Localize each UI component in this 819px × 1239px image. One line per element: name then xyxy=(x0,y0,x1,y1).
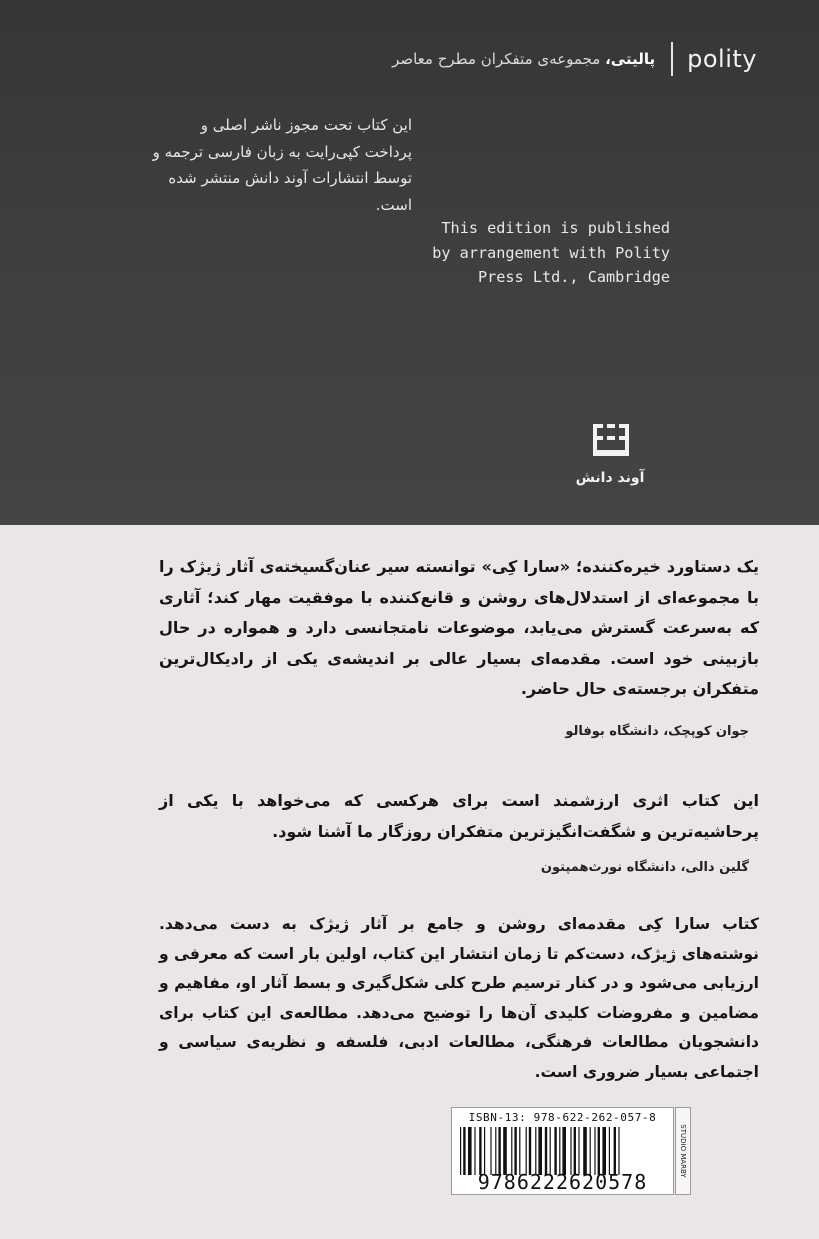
barcode-bar xyxy=(554,1127,556,1175)
quote-1-attribution: جوان کوپچک، دانشگاه بوفالو xyxy=(565,724,749,739)
barcode-bar xyxy=(529,1127,531,1175)
barcode-bar xyxy=(519,1127,520,1175)
quote-2: این کتاب اثری ارزشمند است برای هرکسی که می‌خواهد با یکی از پرحاشیه‌ترین و شگفت‌انگیزترین متفکران روزگار ما آشنا شود. xyxy=(159,791,759,841)
quote-2-attribution: گلین دالی، دانشگاه نورث‌همپتون xyxy=(540,860,749,875)
series-title xyxy=(392,50,655,68)
header-divider xyxy=(671,42,673,76)
barcode-bar xyxy=(514,1127,516,1175)
series-tagline: مجموعه‌ی متفکران مطرح معاصر xyxy=(392,50,601,68)
barcode-bar xyxy=(602,1127,606,1175)
english-notice-line: by arrangement with Polity xyxy=(432,243,670,262)
english-notice-line: Press Ltd., Cambridge xyxy=(477,268,670,287)
barcode-bar xyxy=(490,1127,491,1175)
barcode-bar xyxy=(559,1127,560,1175)
barcode-bar xyxy=(479,1127,481,1175)
barcode-bar xyxy=(498,1127,500,1175)
barcode-digits: 9786222620578 xyxy=(477,1170,648,1194)
english-rights-notice xyxy=(405,216,670,290)
barcode-bar xyxy=(463,1127,465,1175)
barcode-bar xyxy=(594,1127,595,1175)
polity-brand: polity xyxy=(687,45,757,73)
barcode-bar xyxy=(468,1127,472,1175)
barcode-bar xyxy=(614,1127,616,1175)
publisher-name: آوند دانش xyxy=(575,470,645,486)
isbn-barcode xyxy=(451,1107,674,1195)
studio-credit-strip xyxy=(675,1107,691,1195)
barcode-bar xyxy=(511,1127,512,1175)
barcode-bar xyxy=(562,1127,566,1175)
barcode-bar xyxy=(538,1127,542,1175)
barcode-bar xyxy=(578,1127,579,1175)
series-name: پالیتی، xyxy=(605,50,656,68)
barcode-bar xyxy=(484,1127,485,1175)
barcode-bar xyxy=(460,1127,461,1175)
barcode-bars xyxy=(460,1127,665,1175)
barcode-bar xyxy=(598,1127,600,1175)
studio-credit: STUDIO MARBY xyxy=(679,1124,687,1178)
barcode-bar xyxy=(570,1127,571,1175)
quote-1: یک دستاورد خیره‌کننده؛ «سارا کِی» توانسته سیر عنان‌گسیخته‌ی آثار ژیژک را با مجموعه‌ای از استدلال‌های روشن و قانع‌کننده با موفقیت مهار کند؛ آثاری که به‌سرعت گسترش می‌یابد، موضوعات نامتجانسی دارد و همواره در حال بازبینی خود است. مقدمه‌ای بسیار عالی بر اندیشه‌ی یکی از رادیکال‌ترین متفکران برجسته‌ی حال حاضر. xyxy=(159,557,759,698)
barcode-bar xyxy=(474,1127,475,1175)
barcode-bar xyxy=(545,1127,547,1175)
barcode-bar xyxy=(535,1127,536,1175)
persian-rights-notice: این کتاب تحت مجوز ناشر اصلی و پرداخت کپی‌رایت به زبان فارسی ترجمه و توسط انتشارات آوند دانش منتشر شده است. xyxy=(152,116,412,214)
barcode-bar xyxy=(574,1127,576,1175)
barcode-bar xyxy=(618,1127,619,1175)
barcode-bar xyxy=(550,1127,551,1175)
barcode-bar xyxy=(609,1127,610,1175)
barcode-bar xyxy=(526,1127,527,1175)
barcode-bar xyxy=(495,1127,496,1175)
barcode-bar xyxy=(590,1127,591,1175)
series-header xyxy=(392,44,757,74)
top-dark-panel xyxy=(0,0,819,525)
barcode-bar xyxy=(583,1127,587,1175)
book-logo-icon xyxy=(589,420,633,460)
english-notice-line: This edition is published xyxy=(441,219,670,237)
isbn-label: ISBN-13: 978-622-262-057-8 xyxy=(468,1111,657,1124)
book-description: کتاب سارا کِی مقدمه‌ای روشن و جامع بر آثار ژیژک به دست می‌دهد. نوشته‌های ژیژک، دست‌کم تا زمان انتشار این کتاب، اولین بار است که معرفی و ارزیابی می‌شود و در کنار ترسیم طرح کلی شکل‌گیری و بسط آثار او، مفاهیم و مضامین و مفروضات کلیدی آن‌ها را توضیح می‌دهد. مطالعه‌ی این کتاب برای دانشجویان مطالعات فرهنگی، مطالعات ادبی، فلسفه و نظریه‌ی سیاسی و اجتماعی بسیار ضروری است. xyxy=(159,915,759,1081)
barcode-bar xyxy=(503,1127,507,1175)
